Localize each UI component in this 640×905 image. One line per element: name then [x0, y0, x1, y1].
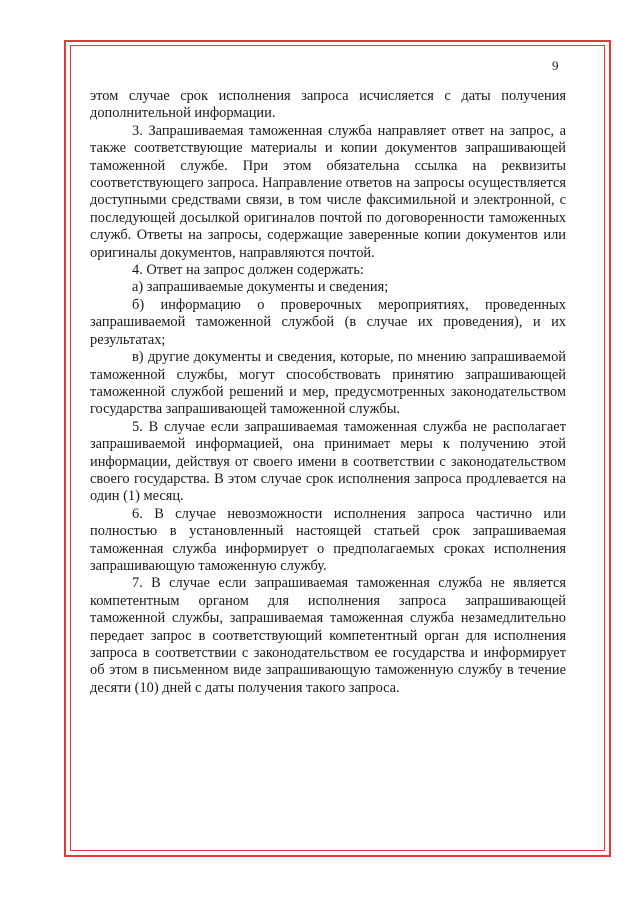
document-body [90, 88, 566, 697]
paragraph-continuation: этом случае срок исполнения запроса исчисляется с даты получения дополнительной информации. [90, 88, 566, 122]
paragraph-3: 3. Запрашиваемая таможенная служба направляет ответ на запрос, а также соответствующие материалы и копии документов запрашивающей таможенной службе. При этом обязательна ссылка на реквизиты соответствующего запроса. Направление ответов на запросы осуществляется доступными средствами связи, в том числе факсимильной и электронной, с последующей досылкой оригиналов почтой по договоренности таможенных служб. Ответы на запросы, содержащие заверенные копии документов или оригиналы документов, направляются почтой. [90, 122, 566, 261]
list-item-a: а) запрашиваемые документы и сведения; [132, 279, 389, 296]
list-item-c: в) другие документы и сведения, которые, по мнению запрашиваемой таможенной службы, могут способствовать принятию запрашивающей таможенной службой решений и мер, предусмотренных законодательством государства запрашивающей таможенной службы. [90, 349, 566, 418]
paragraph-4: 4. Ответ на запрос должен содержать: [132, 262, 364, 279]
list-item-b: б) информацию о проверочных мероприятиях, проведенных запрашиваемой таможенной службой (в случае их проведения), и их результатах; [90, 296, 566, 348]
paragraph-5: 5. В случае если запрашиваемая таможенная служба не располагает запрашиваемой информацией, она принимает меры к получению этой информации, действуя от своего имени в соответствии с законодательством своего государства. В этом случае срок исполнения запроса продлевается на один (1) месяц. [90, 418, 566, 505]
paragraph-6: 6. В случае невозможности исполнения запроса частично или полностью в установленный настоящей статьей срок запрашиваемая таможенная служба информирует о предполагаемых сроках исполнения запрашивающую таможенную службу. [90, 505, 566, 574]
paragraph-7: 7. В случае если запрашиваемая таможенная служба не является компетентным органом для исполнения запроса запрашивающей таможенной службы, запрашиваемая таможенная служба незамедлительно передает запрос в соответствующий компетентный орган для исполнения запроса в соответствии с законодательством ее государства и информирует об этом в письменном виде запрашивающую таможенную службу в течение десяти (10) дней с даты получения такого запроса. [90, 575, 566, 696]
page-number: 9 [552, 58, 559, 73]
